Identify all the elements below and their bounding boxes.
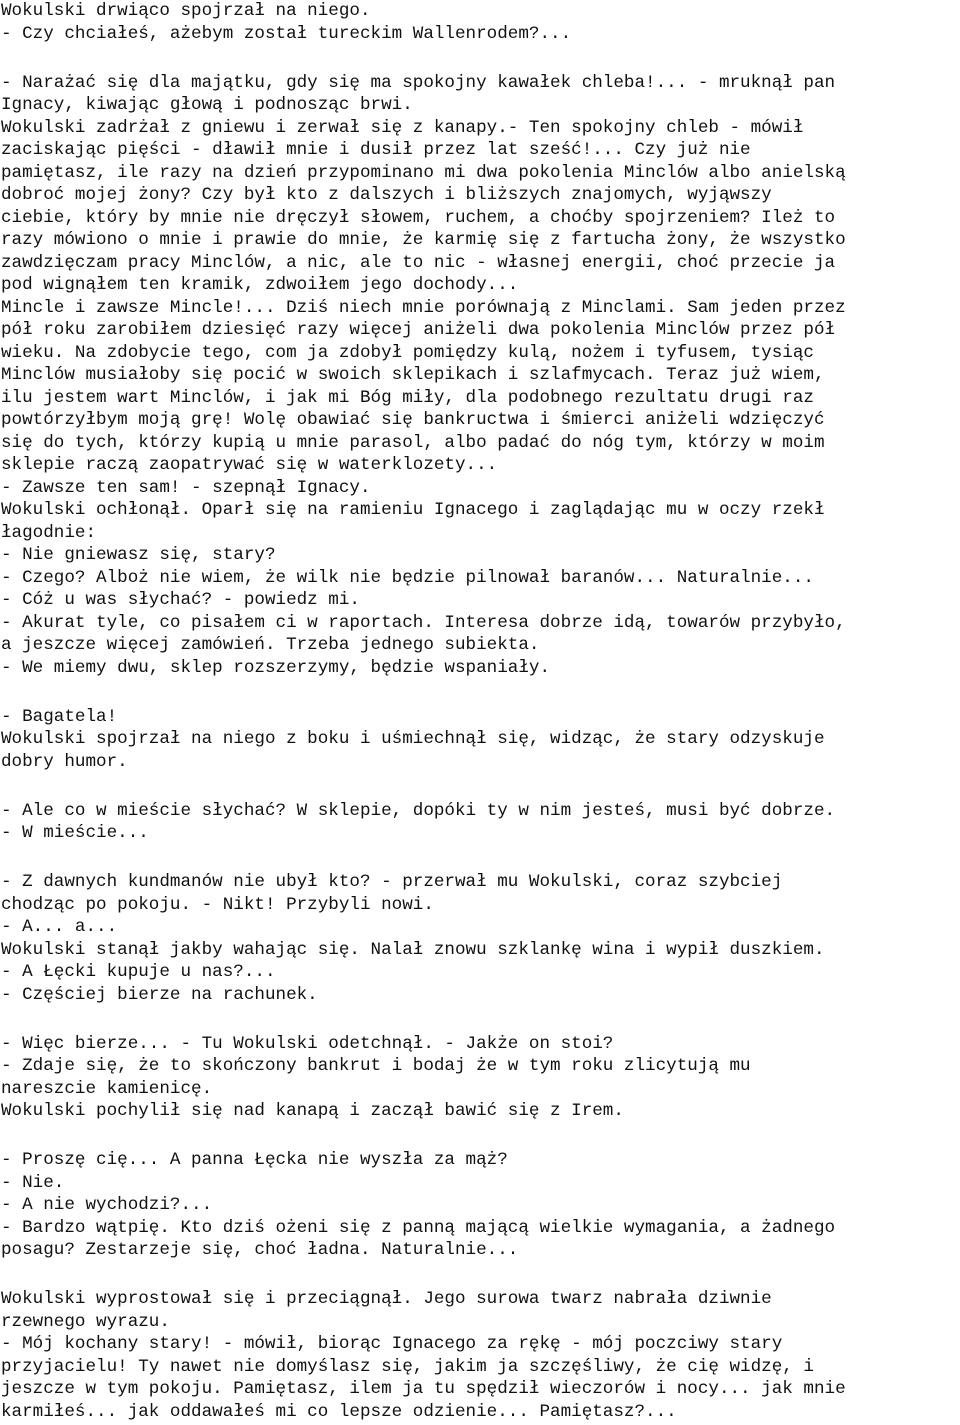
text-line: pamiętasz, ile razy na dzień przypominano mi dwa pokolenia Minclów albo anielską xyxy=(1,162,846,183)
text-line: sklepie raczą zaopatrywać się w waterklozety... xyxy=(1,455,498,475)
text-line: a jeszcze więcej zamówień. Trzeba jednego subiekta. xyxy=(1,635,540,655)
text-line: Wokulski pochylił się nad kanapą i zaczął bawić się z Irem. xyxy=(1,1101,624,1121)
text-line: Wokulski ochłonął. Oparł się na ramieniu Ignacego i zaglądając mu w oczy rzekł xyxy=(1,500,825,520)
text-line xyxy=(1,1123,960,1146)
text-line: zaciskając pięści - dławił mnie i dusił przez lat sześć!... Czy już nie xyxy=(1,140,751,160)
text-line xyxy=(1,845,960,868)
text-line: zawdzięczam pracy Minclów, a nic, ale to nic - własnej energii, choć przecie ja xyxy=(1,252,836,273)
text-line: jeszcze w tym pokoju. Pamiętasz, ilem ja tu spędził wieczorów i nocy... jak mnie xyxy=(1,1379,846,1399)
text-line: ciebie, który by mnie nie dręczył słowem, ruchem, a choćby spojrzeniem? Ileż to xyxy=(1,207,836,228)
text-line: Ignacy, kiwając głową i podnosząc brwi. xyxy=(1,95,413,115)
text-line: Wokulski wyprostował się i przeciągnął. Jego surowa twarz nabrała dziwnie xyxy=(1,1289,772,1309)
text-line: karmiłeś... jak oddawałeś mi co lepsze odzienie... Pamiętasz?... xyxy=(1,1401,677,1422)
text-line: - Nie gniewasz się, stary? xyxy=(1,545,276,565)
text-line: pół roku zarobiłem dziesięć razy więcej aniżeli dwa pokolenia Minclów przez pół xyxy=(1,320,836,340)
text-line: - Zawsze ten sam! - szepnął Ignacy. xyxy=(1,477,371,498)
text-line: się do tych, którzy kupią u mnie parasol, albo padać do nóg tym, którzy w moim xyxy=(1,432,825,453)
text-line: chodząc po pokoju. - Nikt! Przybyli nowi. xyxy=(1,894,434,915)
text-line: powtórzyłbym moją grę! Wolę obawiać się bankructwa i śmierci aniżeli wdzięczyć xyxy=(1,410,825,430)
text-line: Wokulski drwiąco spojrzał na niego. xyxy=(1,1,371,21)
text-line: rzewnego wyrazu. xyxy=(1,1311,170,1332)
text-line: posagu? Zestarzeje się, choć ładna. Naturalnie... xyxy=(1,1240,519,1260)
text-line: - Proszę cię... A panna Łęcka nie wyszła za mąż? xyxy=(1,1150,508,1170)
text-line: - Bagatela! xyxy=(1,706,118,727)
text-line: ilu jestem wart Minclów, i jak mi Bóg miły, dla podobnego rezultatu drugi raz xyxy=(1,387,814,408)
text-line: Wokulski spojrzał na niego z boku i uśmiechnął się, widząc, że stary odzyskuje xyxy=(1,729,825,749)
text-line xyxy=(1,1006,960,1029)
text-line: Wokulski stanął jakby wahając się. Nalał znowu szklankę wina i wypił duszkiem. xyxy=(1,939,825,960)
text-line: - Ale co w mieście słychać? W sklepie, dopóki ty w nim jesteś, musi być dobrze. xyxy=(1,800,836,821)
text-line: - A nie wychodzi?... xyxy=(1,1195,213,1215)
text-line: dobry humor. xyxy=(1,751,128,772)
text-line: wieku. Na zdobycie tego, com ja zdobył pomiędzy kulą, nożem i tyfusem, tysiąc xyxy=(1,342,814,363)
text-line: dobroć mojej żony? Czy był kto z dalszych i bliższych znajomych, wyjąwszy xyxy=(1,185,772,205)
text-line: - Bardzo wątpię. Kto dziś ożeni się z panną mającą wielkie wymagania, a żadnego xyxy=(1,1217,836,1238)
text-line: - A Łęcki kupuje u nas?... xyxy=(1,962,276,982)
document-text xyxy=(1,0,960,1423)
text-line xyxy=(1,679,960,702)
text-line: - Nie. xyxy=(1,1172,65,1193)
text-line: nareszcie kamienicę. xyxy=(1,1078,213,1099)
text-line: - A... a... xyxy=(1,917,118,937)
text-line: przyjacielu! Ty nawet nie domyślasz się, jakim ja szczęśliwy, że cię widzę, i xyxy=(1,1356,814,1377)
text-line xyxy=(1,1262,960,1285)
text-line: - Zdaje się, że to skończony bankrut i bodaj że w tym roku zlicytują mu xyxy=(1,1056,751,1076)
text-line: pod wignąłem ten kramik, zdwoiłem jego dochody... xyxy=(1,275,519,295)
text-line: - Częściej bierze na rachunek. xyxy=(1,984,318,1005)
text-line: - Narażać się dla majątku, gdy się ma spokojny kawałek chleba!... - mruknął pan xyxy=(1,72,836,93)
text-line: - We miemy dwu, sklep rozszerzymy, będzie wspaniały. xyxy=(1,657,551,678)
text-line xyxy=(1,773,960,796)
text-line: - Cóż u was słychać? - powiedz mi. xyxy=(1,590,360,610)
text-line: Mincle i zawsze Mincle!... Dziś niech mnie porównają z Minclami. Sam jeden przez xyxy=(1,297,846,318)
text-line: razy mówiono o mnie i prawie do mnie, że karmię się z fartucha żony, że wszystko xyxy=(1,230,846,250)
text-line: - Więc bierze... - Tu Wokulski odetchnął. - Jakże on stoi? xyxy=(1,1033,614,1054)
text-line: - Z dawnych kundmanów nie ubył kto? - przerwał mu Wokulski, coraz szybciej xyxy=(1,872,783,892)
text-line: - Czego? Alboż nie wiem, że wilk nie będzie pilnował baranów... Naturalnie... xyxy=(1,567,814,588)
text-line: Minclów musiałoby się pocić w swoich sklepikach i szlafmycach. Teraz już wiem, xyxy=(1,365,825,385)
text-line: - Akurat tyle, co pisałem ci w raportach. Interesa dobrze idą, towarów przybyło, xyxy=(1,612,846,633)
text-line: łagodnie: xyxy=(1,522,97,543)
text-line: - Czy chciałeś, ażebym został tureckim Wallenrodem?... xyxy=(1,23,572,44)
text-line: Wokulski zadrżał z gniewu i zerwał się z kanapy.- Ten spokojny chleb - mówił xyxy=(1,117,804,138)
text-line xyxy=(1,45,960,68)
text-line: - Mój kochany stary! - mówił, biorąc Ignacego za rękę - mój poczciwy stary xyxy=(1,1334,783,1354)
text-line: - W mieście... xyxy=(1,823,149,843)
